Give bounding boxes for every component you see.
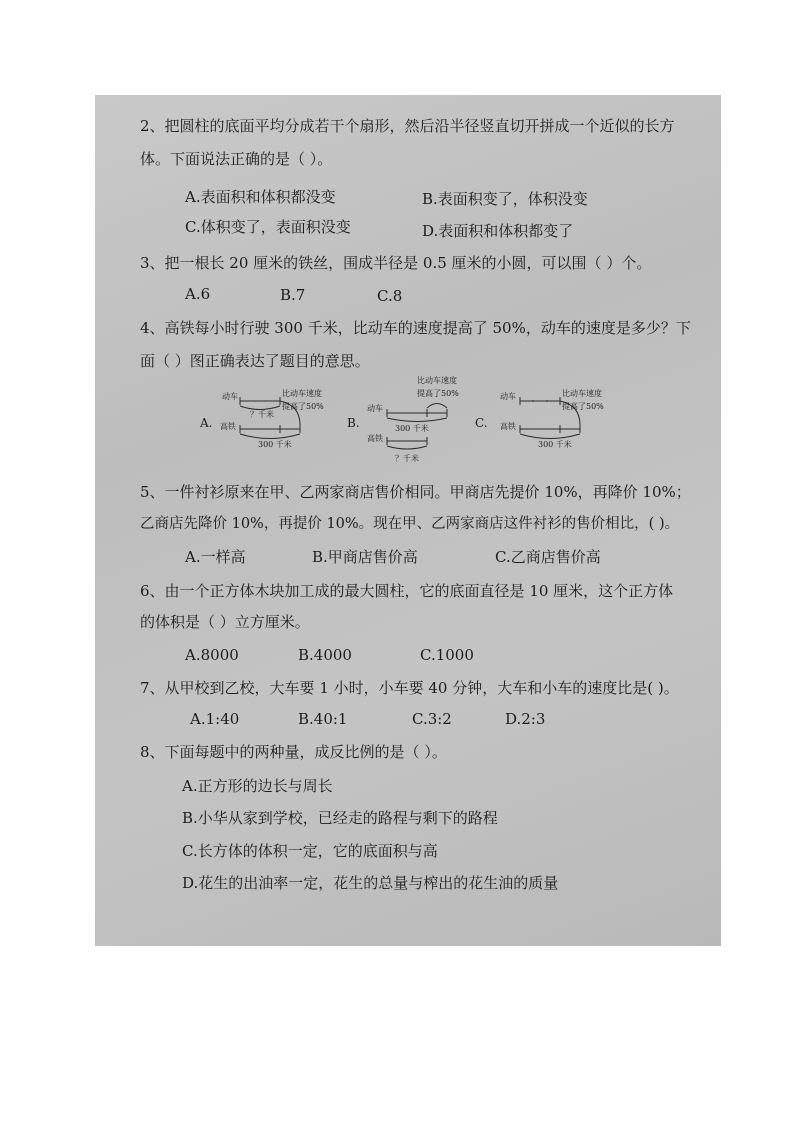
question-7-option-c: C.3:2 xyxy=(412,710,452,728)
figure-a-note-2: 提高了50% xyxy=(282,402,324,411)
figure-a-bottom-label: 高铁 xyxy=(220,422,236,431)
question-2-option-d: D.表面积和体积都变了 xyxy=(422,222,574,240)
question-7-option-d: D.2:3 xyxy=(505,710,546,728)
question-6-text-cont: 的体积是（ ）立方厘米。 xyxy=(140,613,310,631)
question-8-text: 8、下面每题中的两种量，成反比例的是（ ）。 xyxy=(140,743,447,761)
question-8-option-a: A.正方形的边长与周长 xyxy=(182,777,333,795)
figure-a-note-1: 比动车速度 xyxy=(282,389,322,398)
figure-c-note-1: 比动车速度 xyxy=(562,389,602,398)
figure-b-total-label: 300 千米 xyxy=(395,424,429,433)
question-6-option-a: A.8000 xyxy=(185,646,239,664)
figure-c-note-2: 提高了50% xyxy=(562,402,604,411)
question-2-option-b: B.表面积变了，体积没变 xyxy=(422,190,588,208)
question-5-option-b: B.甲商店售价高 xyxy=(312,548,418,566)
figure-c-letter: C. xyxy=(475,416,488,430)
figure-a-letter: A. xyxy=(200,416,213,430)
figure-a xyxy=(200,385,324,455)
figure-c-top-label: 动车 xyxy=(500,392,516,401)
question-8-option-d: D.花生的出油率一定，花生的总量与榨出的花生油的质量 xyxy=(182,874,559,892)
question-8-option-b: B.小华从家到学校，已经走的路程与剩下的路程 xyxy=(182,809,498,827)
question-3-text: 3、把一根长 20 厘米的铁丝，围成半径是 0.5 厘米的小圆，可以围（ ）个。 xyxy=(140,254,652,272)
figure-c xyxy=(475,385,605,455)
question-6-option-b: B.4000 xyxy=(298,646,352,664)
figure-b-question-label: ？千米 xyxy=(395,454,419,463)
exam-sheet xyxy=(95,95,721,946)
question-6-option-c: C.1000 xyxy=(420,646,474,664)
question-5-option-a: A.一样高 xyxy=(185,548,246,566)
figure-b-bottom-label: 高铁 xyxy=(367,434,383,443)
question-6-text: 6、由一个正方体木块加工成的最大圆柱，它的底面直径是 10 厘米，这个正方体 xyxy=(140,582,674,600)
figure-c-total-label: 300 千米 xyxy=(538,440,572,449)
question-5-text: 5、一件衬衫原来在甲、乙两家商店售价相同。甲商店先提价 10%，再降价 10%； xyxy=(140,483,691,501)
figure-b xyxy=(347,375,467,470)
figure-b-top-label: 动车 xyxy=(367,404,383,413)
question-5-text-cont: 乙商店先降价 10%，再提价 10%。现在甲、乙两家商店这件衬衫的售价相比，( )。 xyxy=(140,516,680,532)
figure-b-note-2: 提高了50% xyxy=(417,389,459,398)
question-7-option-a: A.1:40 xyxy=(190,710,240,728)
question-2-option-a: A.表面积和体积都没变 xyxy=(185,188,336,206)
question-8-option-c: C.长方体的体积一定，它的底面积与高 xyxy=(182,842,438,860)
question-3-option-b: B.7 xyxy=(280,286,306,304)
figure-b-note-1: 比动车速度 xyxy=(417,376,457,385)
question-2-text: 2、把圆柱的底面平均分成若干个扇形，然后沿半径竖直切开拼成一个近似的长方 xyxy=(140,117,675,135)
question-7-option-b: B.40:1 xyxy=(298,710,348,728)
question-4-text-cont: 面（ ）图正确表达了题目的意思。 xyxy=(140,352,370,370)
question-2-option-c: C.体积变了，表面积没变 xyxy=(185,218,351,236)
figure-a-top-label: 动车 xyxy=(222,392,238,401)
figure-a-total-label: 300 千米 xyxy=(258,440,292,449)
figure-a-question-label: ？千米 xyxy=(250,410,274,419)
figure-c-bottom-label: 高铁 xyxy=(500,422,516,431)
question-4-text: 4、高铁每小时行驶 300 千米，比动车的速度提高了 50%，动车的速度是多少？下 xyxy=(140,319,691,337)
question-3-option-a: A.6 xyxy=(185,285,211,303)
question-2-text-cont: 体。下面说法正确的是（ ）。 xyxy=(140,150,333,168)
question-5-option-c: C.乙商店售价高 xyxy=(495,548,601,566)
figure-b-letter: B. xyxy=(347,416,360,430)
question-7-text: 7、从甲校到乙校，大车要 1 小时，小车要 40 分钟，大车和小车的速度比是( )。 xyxy=(140,679,679,697)
question-3-option-c: C.8 xyxy=(377,287,403,305)
